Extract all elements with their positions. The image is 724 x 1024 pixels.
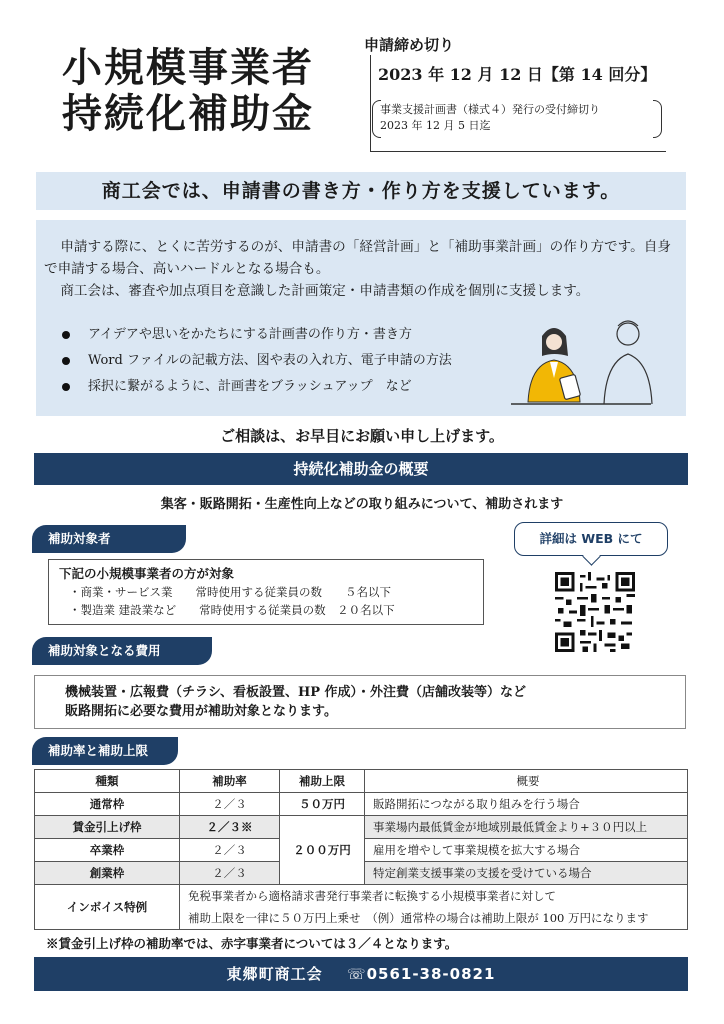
deadline-note <box>372 100 662 138</box>
page-title <box>62 45 314 137</box>
deadline-label: 申請締め切り <box>364 36 455 54</box>
title-line-1: 小規模事業者 <box>62 44 314 91</box>
rate-value: ２／３※ <box>180 816 280 839</box>
support-para-1: 申請する際に、とくに苦労するのが、申請書の「経営計画」と「補助事業計画」の作り方です。自身で申請する場合、高いハードルとなる場合も。 <box>44 239 671 277</box>
deadline-underline <box>370 151 666 152</box>
bullet-item <box>62 322 452 348</box>
rate-value: ２／３ <box>180 862 280 885</box>
cost-line-1: 機械装置・広報費（チラシ、看板設置、HP 作成）・外注費（店舗改装等）など <box>65 685 527 700</box>
invoice-line-1: 免税事業者から適格請求書発行事業者に転換する小規模事業者に対して <box>188 889 556 903</box>
bullet-text: アイデアや思いをかたちにする計画書の作り方・書き方 <box>88 327 412 342</box>
rate-description: 事業場内最低賃金が地域別最低賃金より+３０円以上 <box>365 816 688 839</box>
rate-type: 賃金引上げ枠 <box>35 816 180 839</box>
column-header: 概要 <box>365 770 688 793</box>
invoice-type: インボイス特例 <box>35 885 180 930</box>
target-row: ・商業・サービス業 常時使用する従業員の数 ５名以下 <box>69 585 391 599</box>
table-row <box>35 885 688 930</box>
rates-footnote: ※賃金引上げ枠の補助率では、赤字事業者については３／４となります。 <box>46 936 458 951</box>
column-header: 補助上限 <box>280 770 365 793</box>
bullet-item <box>62 348 452 374</box>
table-row <box>35 816 688 839</box>
column-header: 種類 <box>35 770 180 793</box>
organization-name: 東郷町商工会 <box>226 965 323 983</box>
invoice-description <box>180 885 688 930</box>
rate-description: 特定創業支援事業の支援を受けている場合 <box>365 862 688 885</box>
cost-box <box>34 675 686 729</box>
qr-code-icon[interactable] <box>555 572 635 652</box>
table-row <box>35 793 688 816</box>
deadline-date: 2023 年 12 月 12 日【第 14 回分】 <box>378 65 657 84</box>
rate-limit: ５０万円 <box>280 793 365 816</box>
target-title: 下記の小規模事業者の方が対象 <box>59 566 235 581</box>
rate-value: ２／３ <box>180 839 280 862</box>
bullet-text: Word ファイルの記載方法、図や表の入れ方、電子申請の方法 <box>88 353 452 368</box>
cost-line-2: 販路開拓に必要な費用が補助対象となります。 <box>65 704 337 719</box>
deadline-note-line-1: 事業支援計画書（様式４）発行の受付締切り <box>380 103 600 116</box>
target-box <box>48 559 484 625</box>
rate-description: 雇用を増やして事業規模を拡大する場合 <box>365 839 688 862</box>
web-details-bubble: 詳細は WEB にて <box>514 522 668 556</box>
footer-banner <box>34 957 688 991</box>
bullet-item <box>62 374 452 400</box>
support-para-2: 商工会は、審査や加点項目を意識した計画策定・申請書類の作成を個別に支援します。 <box>60 283 590 299</box>
support-bullet-list <box>62 322 452 400</box>
rate-type: 通常枠 <box>35 793 180 816</box>
rate-type: 卒業枠 <box>35 839 180 862</box>
overview-subtitle: 集客・販路開拓・生産性向上などの取り組みについて、補助されます <box>160 497 564 512</box>
bullet-dot-icon <box>62 383 70 391</box>
bullet-dot-icon <box>62 331 70 339</box>
overview-banner: 持続化補助金の概要 <box>34 453 688 485</box>
rate-limit-shared: ２００万円 <box>280 816 365 885</box>
cost-tag: 補助対象となる費用 <box>32 637 212 665</box>
deadline-divider <box>370 55 371 151</box>
rate-description: 販路開拓につながる取り組みを行う場合 <box>365 793 688 816</box>
deadline-note-line-2: 2023 年 12 月 5 日迄 <box>380 119 491 132</box>
phone-number[interactable]: ☏0561-38-0821 <box>346 965 496 983</box>
rates-tag: 補助率と補助上限 <box>32 737 178 765</box>
column-header: 補助率 <box>180 770 280 793</box>
bullet-text: 採択に繋がるように、計画書をブラッシュアップ など <box>88 379 412 394</box>
bullet-dot-icon <box>62 357 70 365</box>
support-text <box>44 236 674 302</box>
target-tag: 補助対象者 <box>32 525 186 553</box>
table-header-row <box>35 770 688 793</box>
title-line-2: 持続化補助金 <box>62 90 314 137</box>
target-row: ・製造業 建設業など 常時使用する従業員の数 ２０名以下 <box>69 603 395 617</box>
rates-table <box>34 769 688 930</box>
support-heading: 商工会では、申請書の書き方・作り方を支援しています。 <box>36 172 686 210</box>
rate-value: ２／３ <box>180 793 280 816</box>
consult-message: ご相談は、お早目にお願い申し上げます。 <box>220 427 504 445</box>
consultation-illustration <box>506 312 656 412</box>
rate-type: 創業枠 <box>35 862 180 885</box>
invoice-line-2: 補助上限を一律に５０万円上乗せ （例）通常枠の場合は補助上限が 100 万円になります <box>188 911 649 925</box>
